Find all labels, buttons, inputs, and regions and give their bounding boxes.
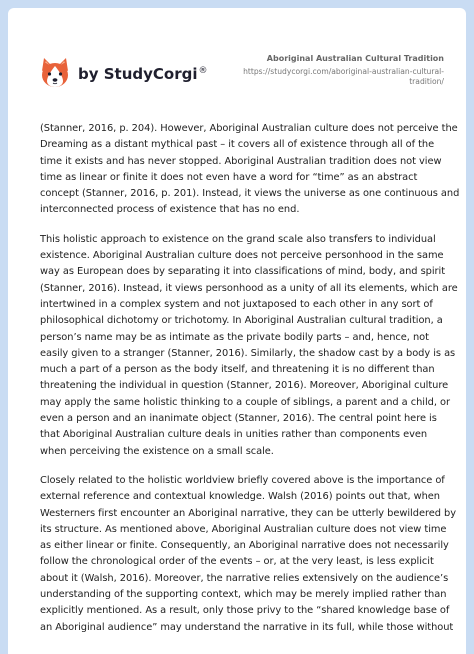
text-line: that Aboriginal Australian culture deals in unities rather than components even (40, 429, 428, 441)
text-line: time it exists and has never stopped. Aboriginal Australian tradition does not view (40, 155, 442, 167)
studycorgi-logo[interactable] (38, 55, 208, 89)
text-line: concept (Stanner, 2016, p. 201). Instead, it views the universe as one continuous and (40, 188, 460, 200)
text-line: when perceiving the existence on a small scale. (40, 445, 274, 457)
page-header (8, 8, 466, 108)
text-line: may apply the same holistic thinking to a couple of siblings, a parent and a child, or (40, 396, 450, 408)
text-line: philosophical dichotomy or trichotomy. In Aboriginal Australian cultural tradition, a (40, 315, 443, 327)
brand-name: by StudyCorgi® (78, 65, 208, 83)
essay-body (40, 121, 460, 649)
essay-paragraph (40, 232, 458, 460)
text-line: explicitly mentioned. As a result, only those privy to the “shared knowledge base of (40, 605, 450, 617)
text-line: even a person and an inanimate object (Stanner, 2016). The central point here is (40, 413, 437, 425)
text-line: understanding of the supporting context, which may be merely implied rather than (40, 589, 447, 601)
text-line: (Stanner, 2016). Instead, it views personhood as a unity of all its elements, which are (40, 282, 458, 294)
essay-paragraph (40, 121, 460, 219)
essay-paragraph (40, 473, 456, 636)
document-page (8, 8, 466, 654)
text-line: an Aboriginal audience” may understand the narrative in its full, while those without (40, 621, 454, 633)
text-line: as either linear or finite. Consequently, an Aboriginal narrative does not necessarily (40, 540, 449, 552)
text-line: intertwined in a complex system and not juxtaposed to each other in any sort of (40, 298, 433, 310)
text-line: interconnected process of existence that has no end. (40, 204, 300, 216)
text-line: its structure. As mentioned above, Aboriginal Australian culture does not view time (40, 523, 447, 535)
corgi-logo-icon (38, 55, 72, 89)
text-line: This holistic approach to existence on the grand scale also transfers to individual (40, 233, 436, 245)
text-line: way as European does by separating it into classifications of mind, body, and spirit (40, 266, 446, 278)
text-line: Westerners first encounter an Aboriginal narrative, they can be utterly bewildered by (40, 507, 456, 519)
text-line: follow the chronological order of the events – or, at the very least, is less explicit (40, 556, 434, 568)
text-line: much a part of a person as the body itself, and threatening it is no different than (40, 364, 435, 376)
text-line: (Stanner, 2016, p. 204). However, Aboriginal Australian culture does not perceive the (40, 123, 458, 134)
document-url[interactable]: https://studycorgi.com/aboriginal-australian-cultural- tradition/ (243, 67, 444, 86)
text-line: easily given to a stranger (Stanner, 2016). Similarly, the shadow cast by a body is as (40, 347, 456, 359)
document-title: Aboriginal Australian Cultural Tradition (266, 54, 444, 63)
text-line: external reference and contextual knowledge. Walsh (2016) points out that, when (40, 491, 440, 503)
text-line: threatening the individual in question (Stanner, 2016). Moreover, Aboriginal culture (40, 380, 449, 392)
text-line: Dreaming as a distant mythical past – it covers all of existence through all of the (40, 139, 435, 151)
text-line: about it (Walsh, 2016). Moreover, the narrative relies extensively on the audience’s (40, 572, 449, 584)
text-line: person’s name may be as intimate as the private bodily parts – and, hence, not (40, 331, 429, 343)
text-line: existence. Aboriginal Australian culture does not perceive personhood in the same (40, 250, 444, 262)
document-meta (204, 54, 444, 87)
text-line: time as linear or finite it does not even have a word for “time” as an abstract (40, 171, 418, 183)
text-line: Closely related to the holistic worldview briefly covered above is the importance of (40, 474, 445, 486)
